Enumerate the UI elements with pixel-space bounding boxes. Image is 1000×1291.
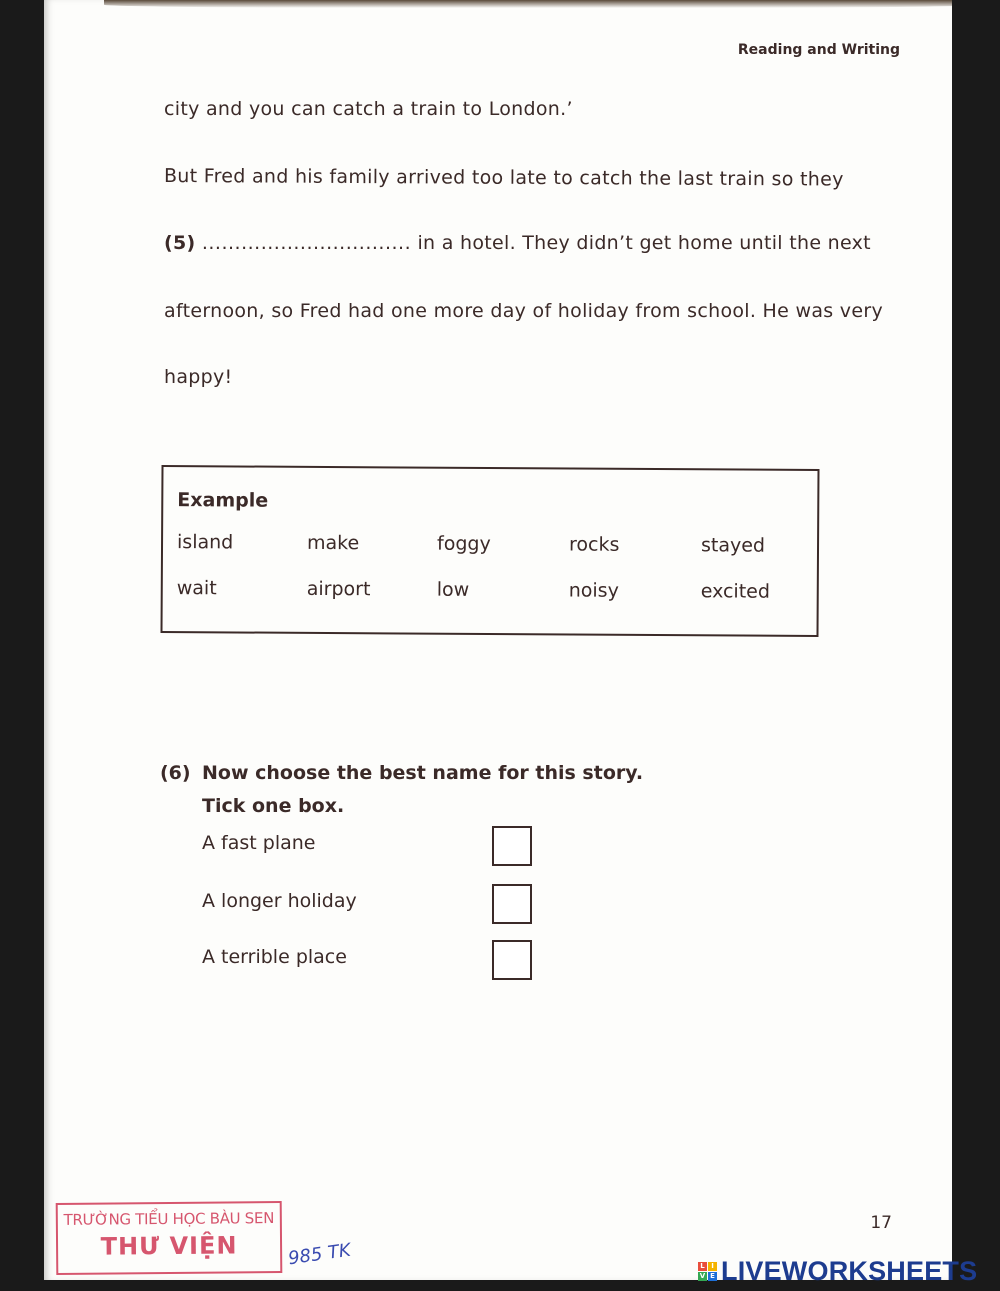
word-stayed: stayed xyxy=(700,534,766,557)
scan-edge-right xyxy=(952,0,1000,1291)
tick-box-terrible-place[interactable] xyxy=(492,940,532,980)
brand-name: LIVEWORKSHEETS xyxy=(721,1255,978,1286)
word-foggy: foggy xyxy=(436,532,491,556)
section-header: Reading and Writing xyxy=(737,42,900,58)
question-6-number: (6) xyxy=(160,762,191,784)
stamp-library: THƯ VIỆN xyxy=(100,1231,238,1261)
library-stamp xyxy=(56,1201,283,1275)
tick-box-longer-holiday[interactable] xyxy=(492,884,532,924)
word-box-title: Example xyxy=(177,489,269,512)
story-line-2: But Fred and his family arrived too late to catch the last train so they xyxy=(163,165,844,191)
option-label-longer-holiday: A longer holiday xyxy=(202,890,357,912)
question-6-instruction: Tick one box. xyxy=(202,795,345,817)
worksheet-page xyxy=(44,0,952,1280)
word-noisy: noisy xyxy=(568,579,619,602)
word-box xyxy=(160,465,819,637)
story-line-5: happy! xyxy=(164,366,233,388)
word-make: make xyxy=(306,531,360,555)
liveworksheets-logo-icon: L I V E xyxy=(698,1262,717,1281)
story-line-4: afternoon, so Fred had one more day of holiday from school. He was very xyxy=(164,300,883,322)
tick-box-fast-plane[interactable] xyxy=(492,826,532,866)
story-line-3 xyxy=(164,232,871,254)
story-line-1: city and you can catch a train to London.’ xyxy=(164,98,573,120)
handwritten-note: 985 TK xyxy=(286,1239,353,1270)
liveworksheets-brand[interactable] xyxy=(698,1255,978,1286)
gap-number: (5) xyxy=(164,232,196,254)
word-island: island xyxy=(176,531,234,554)
story-line-3-text: in a hotel. They didn’t get home until the next xyxy=(417,232,871,254)
word-wait: wait xyxy=(176,577,217,600)
gap-5-blank[interactable]: ................................ xyxy=(201,232,412,254)
word-rocks: rocks xyxy=(568,533,620,556)
word-low: low xyxy=(436,578,470,601)
option-label-terrible-place: A terrible place xyxy=(202,946,347,968)
option-label-fast-plane: A fast plane xyxy=(202,832,316,854)
page-number: 17 xyxy=(870,1213,892,1233)
question-6-prompt: Now choose the best name for this story. xyxy=(202,762,644,784)
word-airport: airport xyxy=(306,577,371,601)
page-shadow xyxy=(104,0,984,8)
word-excited: excited xyxy=(700,580,771,603)
stamp-school-name: TRƯỜNG TIỂU HỌC BÀU SEN xyxy=(63,1209,275,1229)
